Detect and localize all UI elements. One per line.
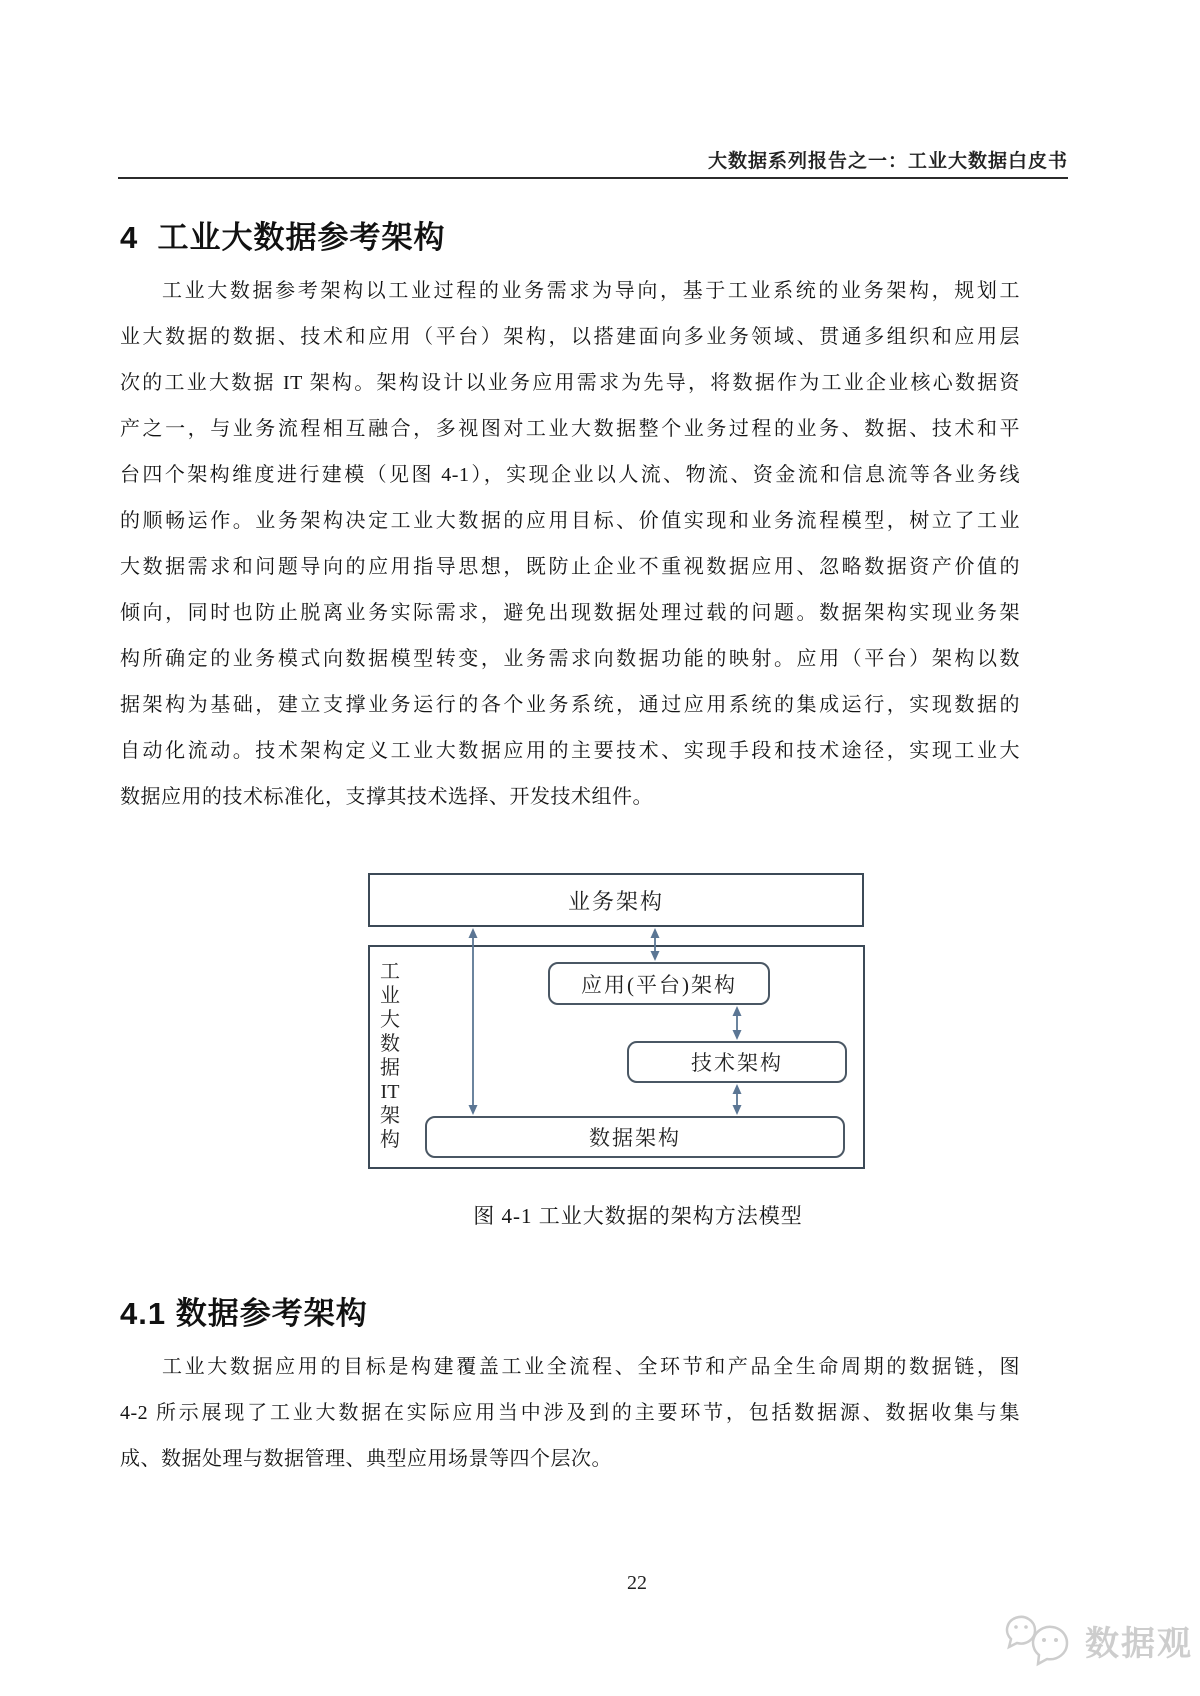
paragraph-line: 4-2 所示展现了工业大数据在实际应用当中涉及到的主要环节，包括数据源、数据收集与集 [120,1402,1020,1424]
diagram-box-data-architecture: 数据架构 [425,1116,845,1158]
side-label-char: 构 [380,1129,400,1151]
side-label-char: 架 [380,1105,400,1127]
section-4-heading: 4 工业大数据参考架构 [120,220,446,255]
paragraph-line: 业大数据的数据、技术和应用（平台）架构，以搭建面向多业务领域、贯通多组织和应用层 [120,326,1020,348]
paragraph-line: 构所确定的业务模式向数据模型转变，业务需求向数据功能的映射。应用（平台）架构以数 [120,648,1020,670]
figure-caption: 图 4-1 工业大数据的架构方法模型 [473,1204,803,1228]
dataview-watermark [1005,1612,1193,1668]
paragraph-line: 成、数据处理与数据管理、典型应用场景等四个层次。 [120,1448,612,1470]
diagram-box-technology-architecture: 技术架构 [627,1041,847,1083]
paragraph-line: 工业大数据参考架构以工业过程的业务需求为导向，基于工业系统的业务架构，规划工 [162,280,1020,302]
paragraph-line: 倾向，同时也防止脱离业务实际需求，避免出现数据处理过载的问题。数据架构实现业务架 [120,602,1020,624]
diagram-box-application-architecture: 应用(平台)架构 [548,962,770,1005]
chat-bubbles-icon [1005,1612,1077,1668]
paragraph-line: 数据应用的技术标准化，支撑其技术选择、开发技术组件。 [120,786,653,808]
paragraph-line: 大数据需求和问题导向的应用指导思想，既防止企业不重视数据应用、忽略数据资产价值的 [120,556,1020,578]
side-label-char: 工 [380,961,400,983]
paragraph-line: 台四个架构维度进行建模（见图 4-1），实现企业以人流、物流、资金流和信息流等各业务线 [120,464,1020,486]
watermark-label: 数据观 [1085,1624,1193,1663]
side-label-char: 数 [380,1033,400,1055]
page-number: 22 [627,1572,647,1594]
side-label-char: 据 [380,1057,400,1079]
paragraph-line: 产之一，与业务流程相互融合，多视图对工业大数据整个业务过程的业务、数据、技术和平 [120,418,1020,440]
document-header: 大数据系列报告之一：工业大数据白皮书 [707,151,1068,172]
side-label-char: 大 [380,1009,400,1031]
paragraph-line: 据架构为基础，建立支撑业务运行的各个业务系统，通过应用系统的集成运行，实现数据的 [120,694,1020,716]
paragraph-line: 工业大数据应用的目标是构建覆盖工业全流程、全环节和产品全生命周期的数据链，图 [162,1356,1020,1378]
side-label-char: IT [380,1081,400,1103]
paragraph-line: 自动化流动。技术架构定义工业大数据应用的主要技术、实现手段和技术途径，实现工业大 [120,740,1020,762]
paragraph-data-reference [120,1344,1020,1482]
paragraph-architecture-overview [120,268,1020,820]
diagram-box-business-architecture: 业务架构 [368,873,864,927]
paragraph-line: 的顺畅运作。业务架构决定工业大数据的应用目标、价值实现和业务流程模型，树立了工业 [120,510,1020,532]
paragraph-line: 次的工业大数据 IT 架构。架构设计以业务应用需求为先导，将数据作为工业企业核心数据资 [120,372,1020,394]
side-label-char: 业 [380,985,400,1007]
diagram-side-label [372,960,408,1152]
section-4-1-heading: 4.1 数据参考架构 [120,1296,368,1331]
header-divider [118,177,1068,179]
